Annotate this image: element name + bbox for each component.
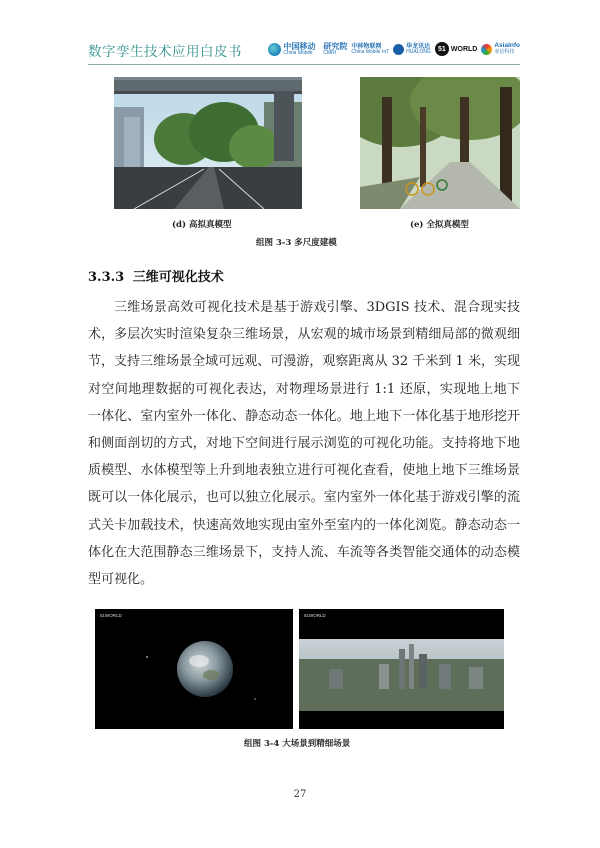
hualong-logo: 华龙讯达 HUALONG (393, 44, 431, 55)
body-paragraph: 三维场景高效可视化技术是基于游戏引擎、3DGIS 技术、混合现实技术，多层次实时渲染复杂三维场景，从宏观的城市场景到精细局部的微观细节，支持三维场景全域可远观、可漫游，观察距离从 32 千米到 1 米，实现对空间地理数据的可视化表达，对物理场景进行 1:1 还原，实现地上地下一体化、室内室外一体化、静态动态一体化。地上地下一体化基于地形挖开和侧面剖切的方式，对地下空间进行展示浏览的可视化功能。支持将地下地质模型、水体模型等上升到地表独立进行可视化查看，使地上地下三维场景既可以一体化展示，也可以独立化展示。室内室外一体化基于游戏引擎的流式关卡加载技术，快速高效地实现由室外至室内的一体化浏览。静态动态一体化在大范围静态三维场景下，支持人流、车流等各类智能交通体的动态模型可视化。 (88, 300, 520, 588)
watermark-51world: 51WORLD (100, 613, 122, 618)
sub-caption-e: (e) 全拟真模型 (410, 220, 469, 230)
cmiot-logo: 中移物联网 China Mobile IoT (351, 43, 390, 55)
watermark-51world: 51WORLD (304, 613, 326, 618)
figure-caption-3-3: 组图 3-3 多尺度建模 (256, 238, 337, 248)
china-mobile-icon (268, 43, 281, 56)
section-heading (88, 266, 224, 285)
sub-caption-d: (d) 高拟真模型 (172, 220, 232, 230)
figure-image-earth (95, 609, 293, 729)
section-number: 3.3.3 (88, 270, 125, 285)
partner-logos (268, 34, 520, 64)
figure-image-full-fidelity-street (360, 77, 520, 209)
51world-logo: 51 WORLD (435, 42, 477, 56)
figure-caption-3-4: 组图 3-4 大场景到精细场景 (244, 739, 351, 749)
document-title: 数字孪生技术应用白皮书 (88, 44, 242, 60)
hualong-icon (393, 44, 404, 55)
section-title: 三维可视化技术 (132, 270, 224, 285)
header-divider (88, 64, 520, 65)
page-number: 27 (293, 789, 307, 800)
asiainfo-icon (481, 44, 492, 55)
cmri-logo: 研究院 CMRI (323, 41, 348, 56)
figure-image-city-aerial (299, 609, 504, 729)
page-header (88, 34, 520, 64)
china-mobile-logo: 中国移动 China Mobile (268, 43, 315, 56)
figure-image-high-fidelity-street (114, 77, 302, 209)
asiainfo-logo: AsiaInfo 亚信科技 (481, 43, 520, 55)
